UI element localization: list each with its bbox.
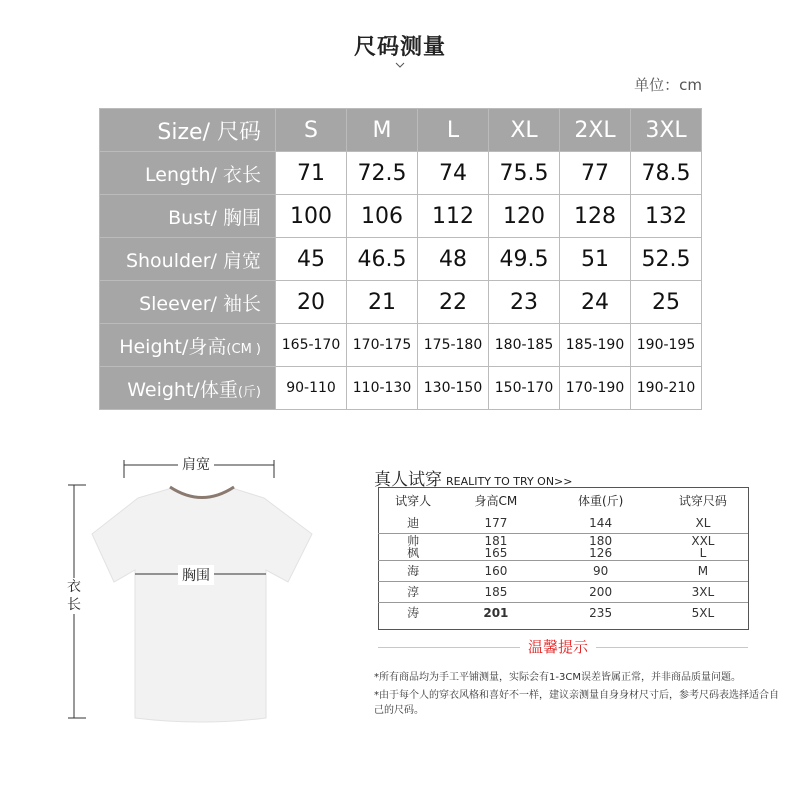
tryon-size: 3XL <box>658 582 748 603</box>
size-col-header: L <box>418 109 489 152</box>
tryon-title-text: 真人试穿 <box>374 470 442 490</box>
table-cell: 120 <box>489 195 560 238</box>
table-cell: 49.5 <box>489 238 560 281</box>
table-row <box>378 513 748 534</box>
tryon-col-header: 试穿尺码 <box>678 493 727 508</box>
tryon-name: 海 <box>378 561 448 582</box>
tryon-height: 185 <box>448 582 543 603</box>
tryon-height: 160 <box>448 561 543 582</box>
tryon-col-header: 试穿人 <box>395 493 432 508</box>
tryon-size-line: L <box>699 546 707 560</box>
chest-label: 胸围 <box>178 565 214 585</box>
tryon-weight: 235 <box>589 606 613 620</box>
tryon-weight: 200 <box>543 582 657 603</box>
tryon-weight-line: 180 <box>589 534 613 548</box>
table-cell: 78.5 <box>631 152 702 195</box>
table-cell: 48 <box>418 238 489 281</box>
table-cell: 46.5 <box>347 238 418 281</box>
row-label-text: Weight/体重 <box>127 378 238 401</box>
tip-item: *所有商品均为手工平铺测量，实际会有1-3CM误差皆属正常，并非商品质量问题。 <box>374 672 741 683</box>
table-row <box>378 534 748 561</box>
tryon-name <box>378 534 448 561</box>
tryon-name-line: 枫 <box>407 546 420 560</box>
table-cell: 74 <box>418 152 489 195</box>
table-cell: 150-170 <box>489 367 560 410</box>
tryon-weight <box>543 534 657 561</box>
table-cell: 112 <box>418 195 489 238</box>
table-cell: 106 <box>347 195 418 238</box>
table-cell: 90-110 <box>276 367 347 410</box>
tryon-size: M <box>658 561 748 582</box>
row-label: Bust/ 胸围 <box>100 195 276 238</box>
table-cell: 132 <box>631 195 702 238</box>
unit-label: 单位：cm <box>634 76 702 94</box>
table-cell: 24 <box>560 281 631 324</box>
table-cell: 100 <box>276 195 347 238</box>
tryon-height-line: 165 <box>484 546 508 560</box>
tryon-weight: 144 <box>543 513 657 534</box>
tryon-subtitle: REALITY TO TRY ON>> <box>446 475 573 488</box>
table-cell: 71 <box>276 152 347 195</box>
tshirt-shape <box>92 488 312 722</box>
table-cell: 180-185 <box>489 324 560 367</box>
table-cell: 45 <box>276 238 347 281</box>
tryon-weight-line: 126 <box>589 546 613 560</box>
tryon-size: 5XL <box>691 606 715 620</box>
tryon-col-header: 身高CM <box>474 493 518 508</box>
size-header-label: Size/ 尺码 <box>100 109 276 152</box>
table-cell: 52.5 <box>631 238 702 281</box>
tryon-size <box>658 534 748 561</box>
row-label: Sleever/ 袖长 <box>100 281 276 324</box>
table-cell: 23 <box>489 281 560 324</box>
table-cell: 185-190 <box>560 324 631 367</box>
table-cell: 22 <box>418 281 489 324</box>
row-label-unit: (斤) <box>237 384 261 400</box>
table-cell: 25 <box>631 281 702 324</box>
table-cell: 190-195 <box>631 324 702 367</box>
size-col-header: 3XL <box>631 109 702 152</box>
table-cell: 128 <box>560 195 631 238</box>
tryon-name-line: 帅 <box>407 534 420 548</box>
tip-item: *由于每个人的穿衣风格和喜好不一样，建议亲测量自身身材尺寸后，参考尺码表选择适合自己的尺码。 <box>374 690 779 716</box>
tryon-table <box>378 487 748 623</box>
table-row <box>378 561 748 582</box>
row-label: Shoulder/ 肩宽 <box>100 238 276 281</box>
table-cell: 190-210 <box>631 367 702 410</box>
tryon-size: XL <box>658 513 748 534</box>
table-cell: 75.5 <box>489 152 560 195</box>
table-row <box>378 603 748 624</box>
table-cell: 130-150 <box>418 367 489 410</box>
tryon-height: 177 <box>448 513 543 534</box>
table-cell: 170-175 <box>347 324 418 367</box>
tryon-height <box>448 534 543 561</box>
shoulder-label: 肩宽 <box>178 454 214 474</box>
tryon-name: 涛 <box>407 606 420 620</box>
table-cell: 110-130 <box>347 367 418 410</box>
page-title: 尺码测量 <box>353 35 446 60</box>
size-col-header: S <box>276 109 347 152</box>
row-label-text: Height/身高 <box>119 335 227 358</box>
tryon-height: 201 <box>483 606 509 620</box>
tryon-size-line: XXL <box>691 534 715 548</box>
table-cell: 72.5 <box>347 152 418 195</box>
size-col-header: 2XL <box>560 109 631 152</box>
table-row <box>378 582 748 603</box>
table-cell: 77 <box>560 152 631 195</box>
tryon-weight: 90 <box>543 561 657 582</box>
length-label: 衣长 <box>67 579 81 613</box>
tips-title: 温馨提示 <box>520 636 596 657</box>
tryon-header-row <box>378 487 748 513</box>
tryon-name: 迪 <box>378 513 448 534</box>
tryon-name: 淳 <box>378 582 448 603</box>
row-label-unit: (CM ) <box>226 341 261 357</box>
table-cell: 165-170 <box>276 324 347 367</box>
table-cell: 51 <box>560 238 631 281</box>
table-cell: 21 <box>347 281 418 324</box>
table-cell: 175-180 <box>418 324 489 367</box>
table-cell: 20 <box>276 281 347 324</box>
size-col-header: XL <box>489 109 560 152</box>
size-col-header: M <box>347 109 418 152</box>
tryon-col-header: 体重(斤) <box>577 493 624 508</box>
table-cell: 170-190 <box>560 367 631 410</box>
tryon-height-line: 181 <box>484 534 508 548</box>
row-label: Length/ 衣长 <box>100 152 276 195</box>
